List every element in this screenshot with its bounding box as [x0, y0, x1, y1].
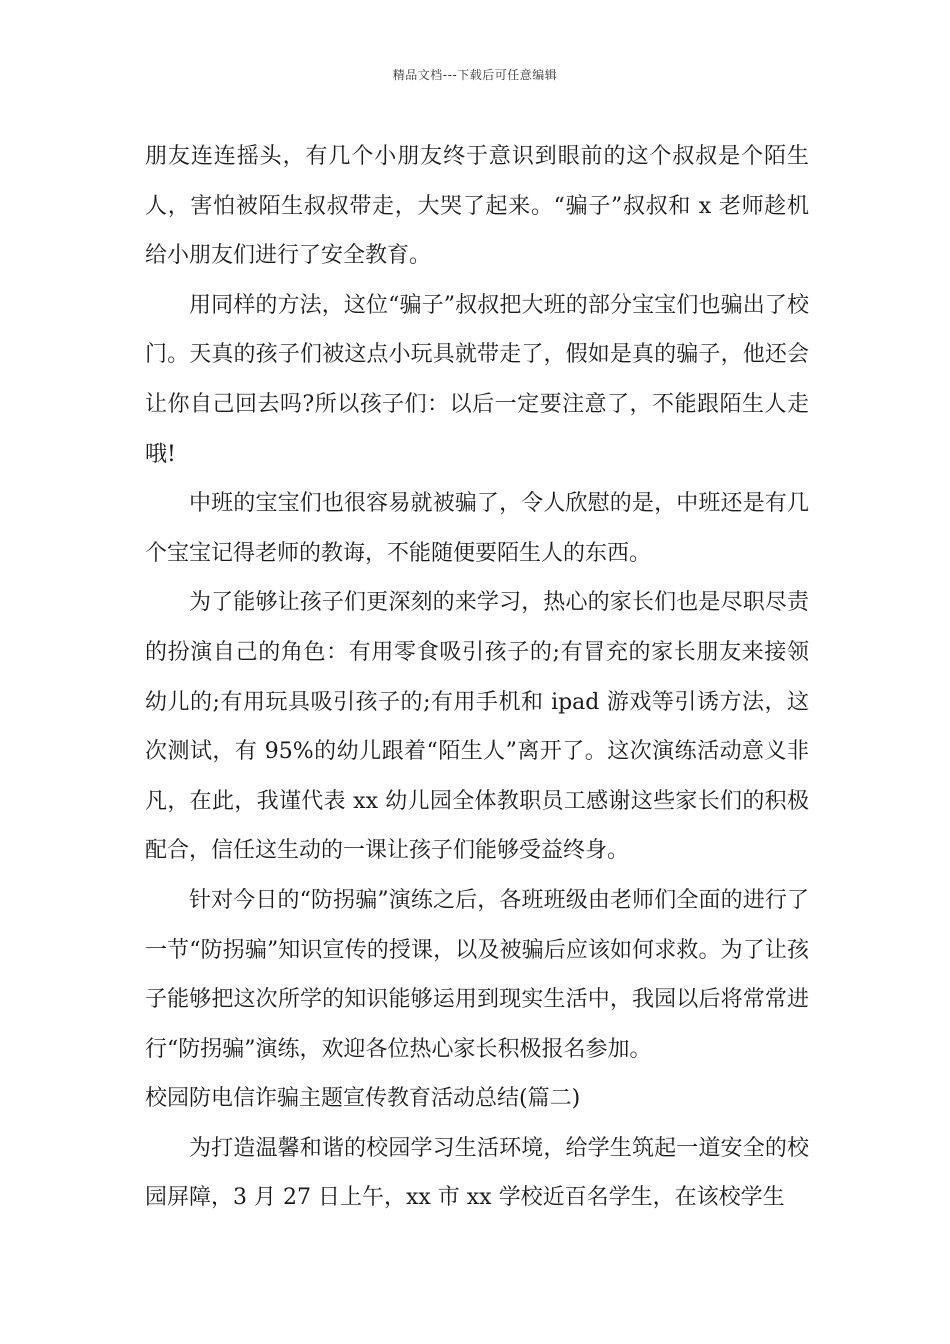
paragraph-2: 用同样的方法，这位“骗子”叔叔把大班的部分宝宝们也骗出了校门。天真的孩子们被这点小玩具就带走了，假如是真的骗子，他还会让你自己回去吗?所以孩子们：以后一定要注意了，不能跟陌生人走哦!	[145, 292, 809, 467]
paragraph-5: 针对今日的“防拐骗”演练之后，各班班级由老师们全面的进行了一节“防拐骗”知识宣传的授课，以及被骗后应该如何求救。为了让孩子能够把这次所学的知识能够运用到现实生活中，我园以后将常常进行“防拐骗”演练，欢迎各位热心家长积极报名参加。	[145, 887, 809, 1062]
paragraph-1: 朋友连连摇头，有几个小朋友终于意识到眼前的这个叔叔是个陌生人，害怕被陌生叔叔带走，大哭了起来。“骗子”叔叔和 x 老师趁机给小朋友们进行了安全教育。	[145, 144, 809, 269]
paragraph-4: 为了能够让孩子们更深刻的来学习，热心的家长们也是尽职尽责的扮演自己的角色：有用零食吸引孩子的;有冒充的家长朋友来接领幼儿的;有用玩具吸引孩子的;有用手机和 ipad 游戏等引诱方法，这次测试，有 95%的幼儿跟着“陌生人”离开了。这次演练活动意义非凡，在此，我谨代表 xx 幼儿园全体教职员工感谢这些家长们的积极配合，信任这生动的一课让孩子们能够受益终身。	[145, 590, 809, 864]
document-body	[145, 132, 809, 1223]
paragraph-3: 中班的宝宝们也很容易就被骗了，令人欣慰的是，中班还是有几个宝宝记得老师的教诲，不能随便要陌生人的东西。	[145, 491, 809, 566]
section-heading: 校园防电信诈骗主题宣传教育活动总结(篇二)	[145, 1086, 581, 1112]
section-paragraph-1: 为打造温馨和谐的校园学习生活环境，给学生筑起一道安全的校园屏障，3 月 27 日上午，xx 市 xx 学校近百名学生，在该校学生	[145, 1135, 809, 1211]
page-header: 精品文档---下载后可任意编辑	[392, 68, 558, 82]
